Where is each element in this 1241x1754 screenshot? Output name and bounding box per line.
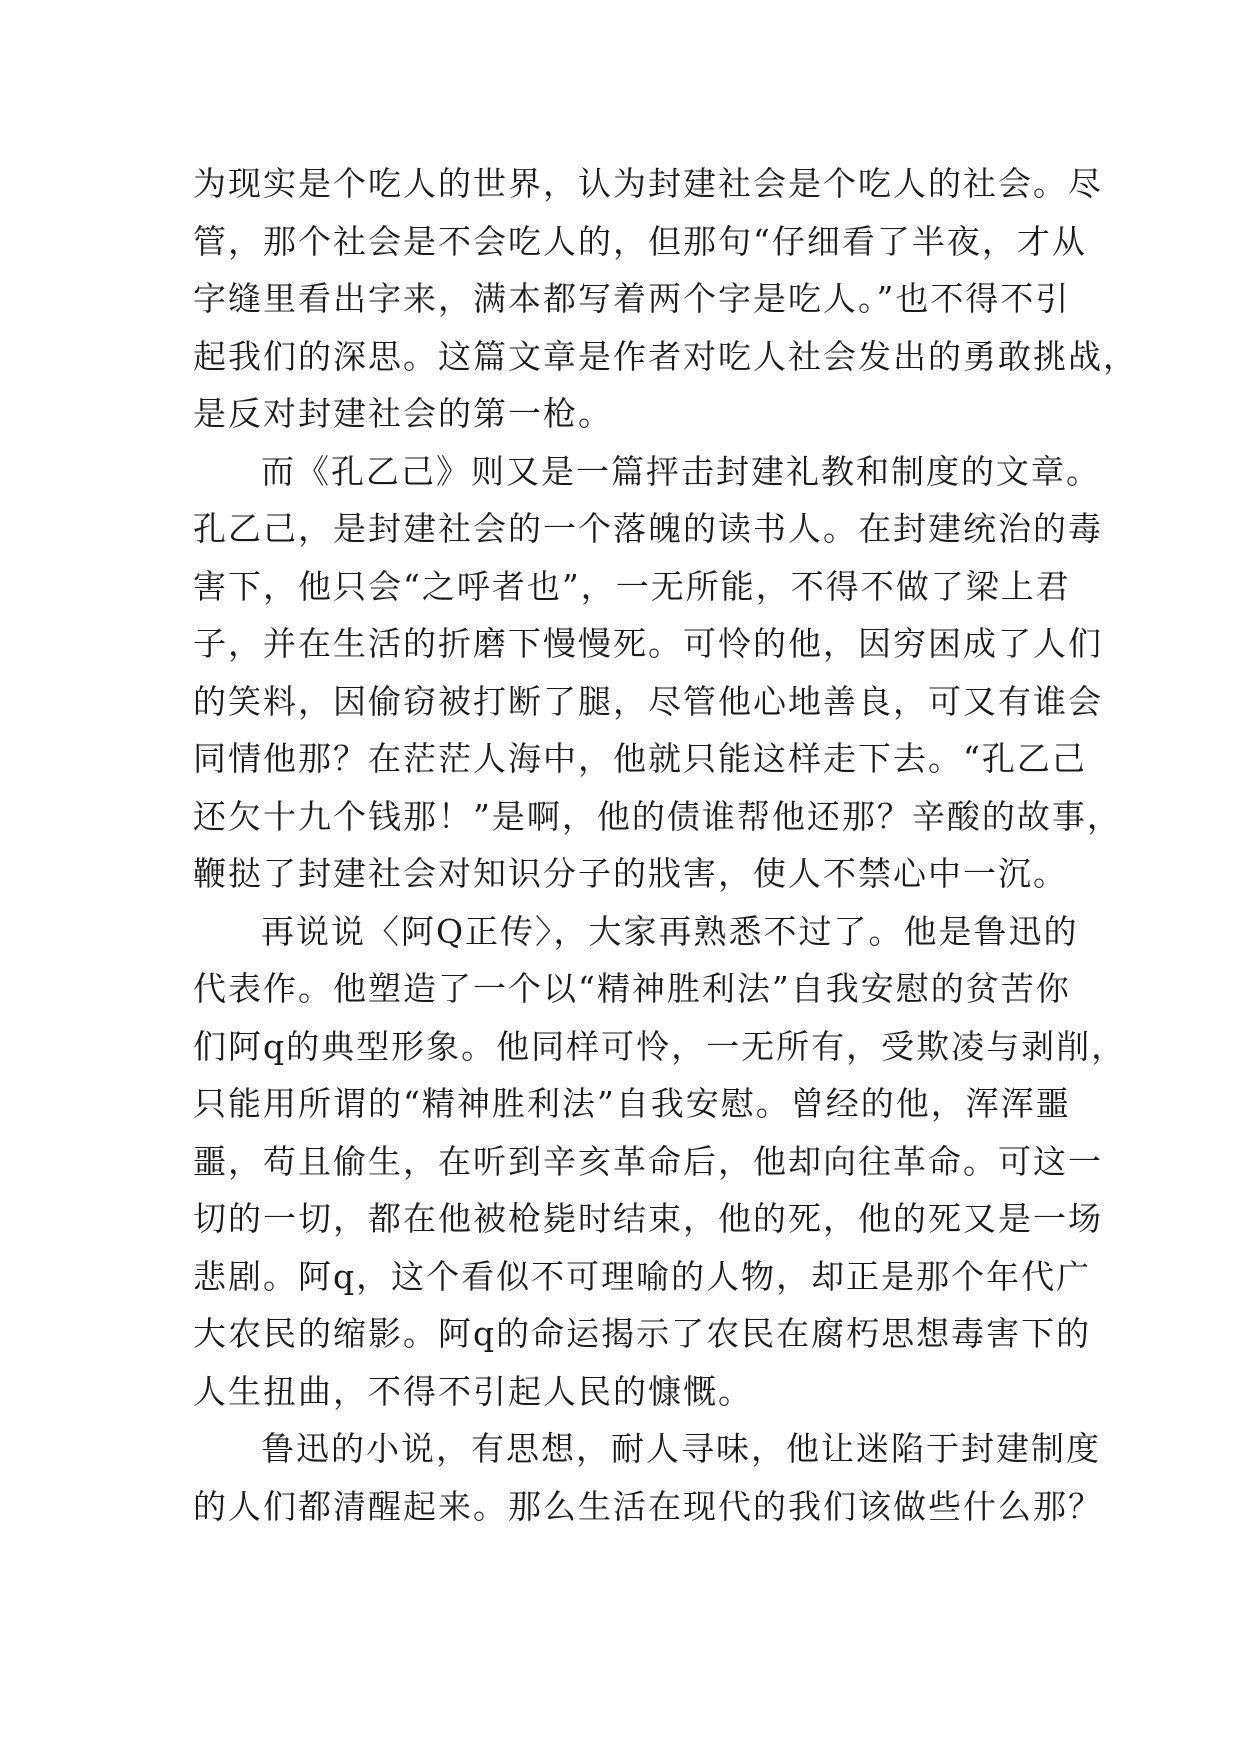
text-line: 孔乙己，是封建社会的一个落魄的读书人。在封建统治的毒 bbox=[193, 509, 1103, 548]
text-line: 人生扭曲，不得不引起人民的慷慨。 bbox=[193, 1371, 753, 1411]
text-line: 代表作。他塑造了一个以“精神胜利法”自我安慰的贫苦你 bbox=[193, 969, 1071, 1008]
document-body bbox=[193, 155, 1138, 1535]
text-line: 悲剧。阿q，这个看似不可理喻的人物，却正是那个年代广 bbox=[193, 1256, 1092, 1296]
text-line: 起我们的深思。这篇文章是作者对吃人社会发出的勇敢挑战， bbox=[193, 336, 1138, 376]
text-line: 是反对封建社会的第一枪。 bbox=[193, 394, 613, 433]
text-line: 的人们都清醒起来。那么生活在现代的我们该做些什么那？ bbox=[193, 1486, 1103, 1526]
text-line: 的笑料，因偷窃被打断了腿，尽管他心地善良，可又有谁会 bbox=[193, 681, 1103, 721]
text-line: 子，并在生活的折磨下慢慢死。可怜的他，因穷困成了人们 bbox=[193, 624, 1103, 663]
text-line: 同情他那？在茫茫人海中，他就只能这样走下去。“孔乙己 bbox=[193, 739, 1087, 778]
text-line: 为现实是个吃人的世界，认为封建社会是个吃人的社会。尽 bbox=[193, 164, 1103, 203]
text-line: 们阿q的典型形象。他同样可怜，一无所有，受欺凌与剥削， bbox=[193, 1026, 1127, 1066]
paragraph-start-line: 鲁迅的小说，有思想，耐人寻味，他让迷陷于封建制度 bbox=[261, 1429, 1101, 1468]
text-line: 管，那个社会是不会吃人的，但那句“仔细看了半夜，才从 bbox=[193, 221, 1087, 261]
text-line: 鞭挞了封建社会对知识分子的戕害，使人不禁心中一沉。 bbox=[193, 854, 1068, 893]
text-line: 大农民的缩影。阿q的命运揭示了农民在腐朽思想毒害下的 bbox=[193, 1314, 1092, 1353]
text-line: 还欠十九个钱那！”是啊，他的债谁帮他还那？辛酸的故事， bbox=[193, 796, 1122, 836]
paragraph-start-line: 而《孔乙己》则又是一篇抨击封建礼教和制度的文章。 bbox=[261, 451, 1101, 491]
text-line: 字缝里看出字来，满本都写着两个字是吃人。”也不得不引 bbox=[193, 279, 1071, 318]
paragraph-start-line: 再说说〈阿Q正传〉，大家再熟悉不过了。他是鲁迅的 bbox=[261, 911, 1079, 951]
text-line: 害下，他只会“之呼者也”，一无所能，不得不做了梁上君 bbox=[193, 566, 1071, 606]
text-line: 只能用所谓的“精神胜利法”自我安慰。曾经的他，浑浑噩 bbox=[193, 1084, 1071, 1123]
text-line: 噩，苟且偷生，在听到辛亥革命后，他却向往革命。可这一 bbox=[193, 1141, 1103, 1181]
text-line: 切的一切，都在他被枪毙时结束，他的死，他的死又是一场 bbox=[193, 1199, 1103, 1238]
